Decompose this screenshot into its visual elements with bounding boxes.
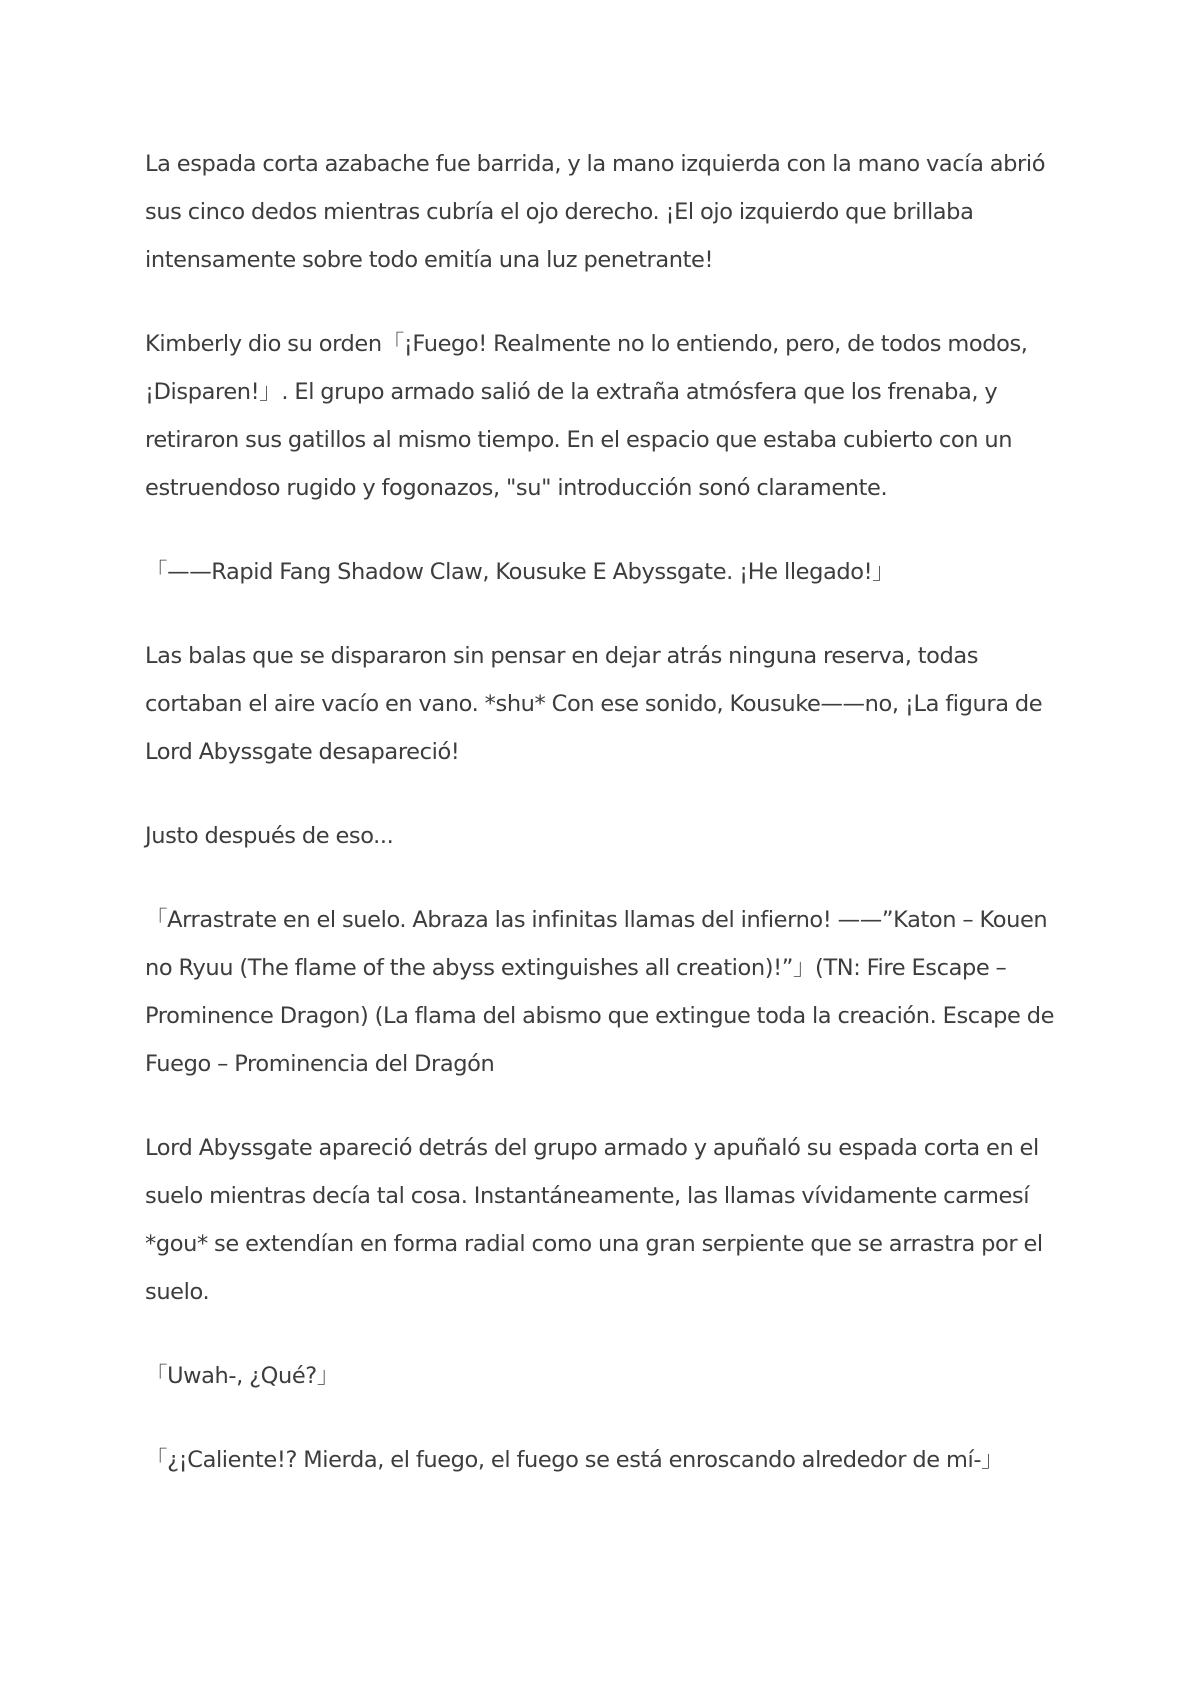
document-body: [145, 140, 1065, 1520]
paragraph-8: 「Uwah-, ¿Qué?」: [145, 1363, 339, 1389]
paragraph-9: 「¿¡Caliente!? Mierda, el fuego, el fuego se está enroscando alrededor de mí-」: [145, 1447, 1004, 1473]
paragraph-7: Lord Abyssgate apareció detrás del grupo armado y apuñaló su espada corta en el suelo mientras decía tal cosa. Instantáneamente, las llamas vívidamente carmesí *gou* se extendían en forma radial como una gran serpiente que se arrastra por el suelo.: [145, 1135, 1043, 1305]
paragraph-5: Justo después de eso...: [145, 823, 394, 849]
paragraph-4: Las balas que se dispararon sin pensar en dejar atrás ninguna reserva, todas cortaban el aire vacío en vano. *shu* Con ese sonido, Kousuke——no, ¡La figura de Lord Abyssgate desapareció!: [145, 643, 1043, 765]
paragraph-3: 「——Rapid Fang Shadow Claw, Kousuke E Abyssgate. ¡He llegado!」: [145, 559, 895, 585]
paragraph-1: La espada corta azabache fue barrida, y la mano izquierda con la mano vacía abrió sus cinco dedos mientras cubría el ojo derecho. ¡El ojo izquierdo que brillaba intensamente sobre todo emitía una luz penetrante!: [145, 151, 1046, 273]
paragraph-6: 「Arrastrate en el suelo. Abraza las infinitas llamas del infierno! ——”Katon – Kouen no Ryuu (The flame of the abyss extinguishes all creation)!”」(TN: Fire Escape – Prominence Dragon) (La flama del abismo que extingue toda la creación. Escape de Fuego – Prominencia del Dragón: [145, 907, 1055, 1077]
paragraph-2: Kimberly dio su orden「¡Fuego! Realmente no lo entiendo, pero, de todos modos, ¡Disparen!」. El grupo armado salió de la extraña atmósfera que los frenaba, y retiraron sus gatillos al mismo tiempo. En el espacio que estaba cubierto con un estruendoso rugido y fogonazos, "su" introducción sonó claramente.: [145, 331, 1028, 501]
